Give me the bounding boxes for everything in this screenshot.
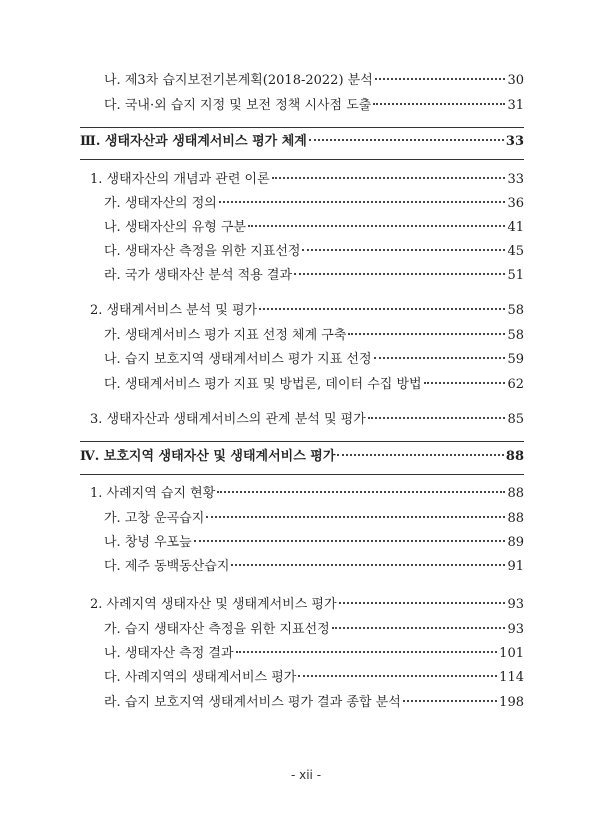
dot-leader <box>272 177 506 179</box>
toc-entry[interactable] <box>104 243 524 261</box>
toc-entry[interactable] <box>104 694 524 712</box>
toc-entry[interactable] <box>104 534 524 552</box>
page-number: - xii - <box>290 768 322 782</box>
toc-entry-label: 나. 제3차 습지보전기본계획(2018-2022) 분석 <box>104 73 373 88</box>
toc-entry[interactable] <box>104 621 524 639</box>
dot-leader <box>368 417 506 419</box>
chapter-bottom-rule <box>80 159 524 160</box>
toc-entry-page: 51 <box>507 268 524 283</box>
toc-entry-page: 58 <box>507 328 524 343</box>
toc-entry-label: 나. 습지 보호지역 생태계서비스 평가 지표 선정 <box>104 352 372 367</box>
toc-chapter-entry[interactable] <box>80 133 524 151</box>
toc-entry-label: 다. 사례지역의 생태계서비스 평가 <box>104 670 297 685</box>
toc-entry-label: 3. 생태자산과 생태계서비스의 관계 분석 및 평가 <box>90 412 366 427</box>
toc-entry-label: 라. 국가 생태자산 분석 적용 결과 <box>104 268 293 283</box>
toc-entry-page: 88 <box>507 511 524 526</box>
toc-entry-page: 88 <box>507 486 524 501</box>
toc-entry-page: 33 <box>507 172 524 187</box>
dot-leader <box>298 675 497 677</box>
dot-leader <box>337 454 504 456</box>
toc-entry[interactable] <box>104 558 524 576</box>
toc-entry-page: 62 <box>507 377 524 392</box>
toc-chapter-page: 88 <box>505 449 524 464</box>
toc-entry-page: 30 <box>507 73 524 88</box>
dot-leader <box>339 602 506 604</box>
toc-section-entry[interactable] <box>90 411 524 429</box>
toc-entry[interactable] <box>104 97 524 115</box>
toc-entry[interactable] <box>104 645 524 663</box>
dot-leader <box>206 516 505 518</box>
toc-entry-label: 다. 국내·외 습지 지정 및 보전 정책 시사점 도출 <box>104 98 372 113</box>
toc-entry-label: 다. 생태계서비스 평가 지표 및 방법론, 데이터 수집 방법 <box>104 377 422 392</box>
toc-entry-label: 나. 생태자산의 유형 구분 <box>104 220 247 235</box>
toc-entry-page: 91 <box>507 559 524 574</box>
chapter-top-rule <box>80 441 524 442</box>
dot-leader <box>294 273 505 275</box>
chapter-bottom-rule <box>80 474 524 475</box>
toc-entry-label: 가. 습지 생태자산 측정을 위한 지표선정 <box>104 622 330 637</box>
toc-entry[interactable] <box>104 267 524 285</box>
dot-leader <box>194 540 506 542</box>
toc-entry[interactable] <box>104 669 524 687</box>
dot-leader <box>373 103 505 105</box>
toc-entry[interactable] <box>104 219 524 237</box>
toc-entry[interactable] <box>104 376 524 394</box>
toc-chapter-label: Ⅳ. 보호지역 생태자산 및 생태계서비스 평가 <box>80 449 336 464</box>
toc-entry-label: 가. 생태자산의 정의 <box>104 196 217 211</box>
toc-section-entry[interactable] <box>90 302 524 320</box>
toc-entry-page: 101 <box>499 646 524 661</box>
dot-leader <box>403 700 497 702</box>
toc-entry-label: 나. 창녕 우포늪 <box>104 535 192 550</box>
toc-entry[interactable] <box>104 327 524 345</box>
dot-leader <box>332 627 506 629</box>
toc-section-entry[interactable] <box>90 485 524 503</box>
toc-entry-label: 가. 생태계서비스 평가 지표 선정 체계 구축 <box>104 328 347 343</box>
toc-entry[interactable] <box>104 351 524 369</box>
dot-leader <box>219 201 506 203</box>
dot-leader <box>217 491 505 493</box>
toc-entry-label: 2. 사례지역 생태자산 및 생태계서비스 평가 <box>90 597 337 612</box>
dot-leader <box>424 382 506 384</box>
toc-chapter-entry[interactable] <box>80 448 524 466</box>
toc-entry-label: 1. 사례지역 습지 현황 <box>90 486 216 501</box>
toc-entry-page: 89 <box>507 535 524 550</box>
chapter-top-rule <box>80 127 524 128</box>
toc-entry-label: 다. 생태자산 측정을 위한 지표선정 <box>104 244 301 259</box>
toc-entry[interactable] <box>104 195 524 213</box>
dot-leader <box>302 249 505 251</box>
dot-leader <box>231 564 505 566</box>
dot-leader <box>309 139 504 141</box>
toc-entry-page: 114 <box>499 670 524 685</box>
toc-entry-page: 93 <box>507 597 524 612</box>
dot-leader <box>375 78 506 80</box>
toc-entry-label: 가. 고창 운곡습지 <box>104 511 205 526</box>
toc-entry-page: 36 <box>507 196 524 211</box>
dot-leader <box>248 225 505 227</box>
toc-section-entry[interactable] <box>90 596 524 614</box>
toc-section-entry[interactable] <box>90 171 524 189</box>
toc-entry-label: 나. 생태자산 측정 결과 <box>104 646 234 661</box>
toc-entry-label: 1. 생태자산의 개념과 관련 이론 <box>90 172 270 187</box>
toc-entry-page: 58 <box>507 303 524 318</box>
toc-entry-label: 라. 습지 보호지역 생태계서비스 평가 결과 종합 분석 <box>104 695 401 710</box>
dot-leader <box>348 333 505 335</box>
toc-entry[interactable] <box>104 72 524 90</box>
dot-leader <box>259 308 505 310</box>
toc-entry[interactable] <box>104 510 524 528</box>
toc-entry-page: 198 <box>499 695 524 710</box>
dot-leader <box>236 651 498 653</box>
toc-entry-page: 41 <box>507 220 524 235</box>
toc-entry-label: 2. 생태계서비스 분석 및 평가 <box>90 303 258 318</box>
toc-entry-label: 다. 제주 동백동산습지 <box>104 559 230 574</box>
toc-chapter-label: Ⅲ. 생태자산과 생태계서비스 평가 체계 <box>80 134 307 149</box>
toc-entry-page: 31 <box>507 98 524 113</box>
toc-entry-page: 93 <box>507 622 524 637</box>
toc-chapter-page: 33 <box>505 134 524 149</box>
toc-entry-page: 45 <box>507 244 524 259</box>
dot-leader <box>374 357 506 359</box>
toc-entry-page: 59 <box>507 352 524 367</box>
toc-entry-page: 85 <box>507 412 524 427</box>
